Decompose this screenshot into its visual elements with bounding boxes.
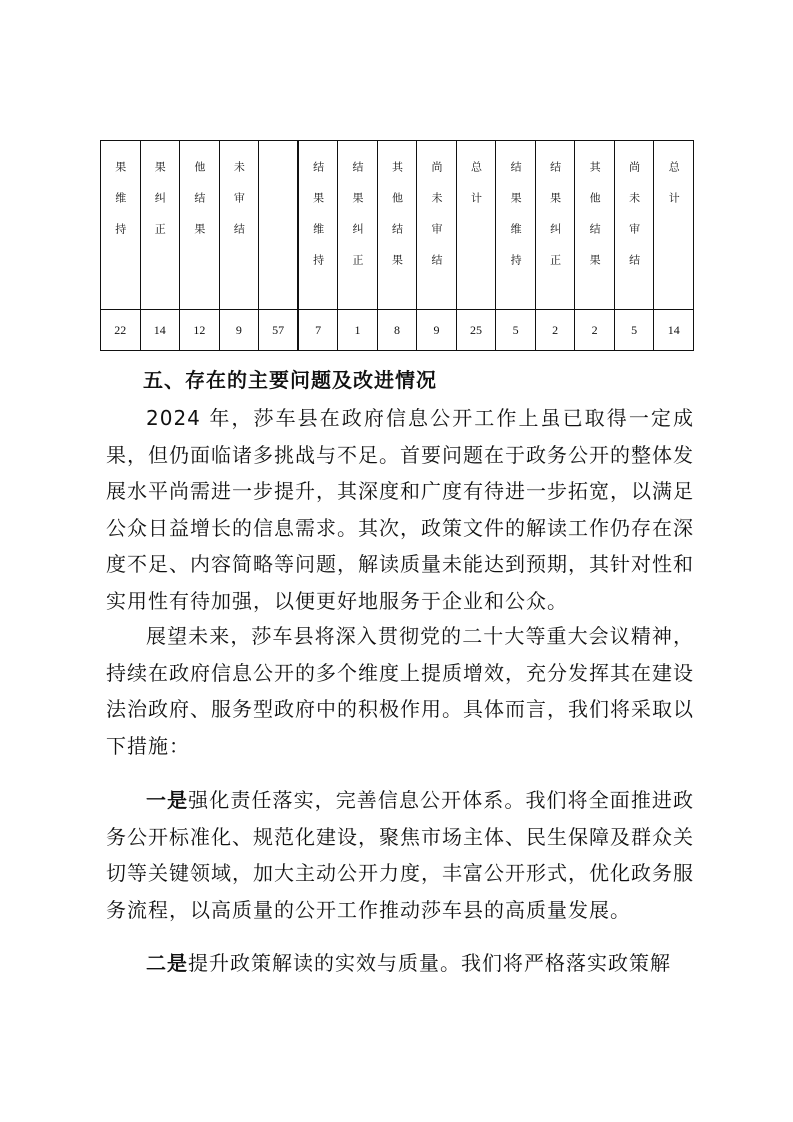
header-cell: 总计 — [654, 141, 694, 310]
header-cell: 未审结 — [219, 141, 259, 310]
paragraph-measure-1 — [106, 782, 694, 928]
table-values-row — [101, 310, 694, 351]
value-cell: 5 — [614, 310, 654, 351]
header-cell: 尚未审结 — [614, 141, 654, 310]
statistics-table — [100, 140, 694, 351]
header-cell: 总计 — [456, 141, 496, 310]
paragraph-text: 展望未来，莎车县将深入贯彻党的二十大等重大会议精神，持续在政府信息公开的多个维度上提质增效，充分发挥其在建设法治政府、服务型政府中的积极作用。具体而言，我们将采取以下措施： — [106, 624, 694, 758]
header-cell: 其他结果 — [575, 141, 615, 310]
paragraph-problems — [106, 400, 694, 619]
header-cell: 果维持 — [101, 141, 141, 310]
header-cell: 他结果 — [180, 141, 220, 310]
value-cell: 57 — [259, 310, 299, 351]
paragraph-text: 提升政策解读的实效与质量。我们将严格落实政策解 — [188, 951, 671, 975]
value-cell: 14 — [140, 310, 180, 351]
header-cell: 结果纠正 — [535, 141, 575, 310]
paragraph-text: 2024 年，莎车县在政府信息公开工作上虽已取得一定成果，但仍面临诸多挑战与不足。首要问题在于政务公开的整体发展水平尚需进一步提升，其深度和广度有待进一步拓宽，以满足公众日益增长的信息需求。其次，政策文件的解读工作仍存在深度不足、内容简略等问题，解读质量未能达到预期，其针对性和实用性有待加强，以便更好地服务于企业和公众。 — [106, 406, 694, 613]
value-cell: 8 — [377, 310, 417, 351]
value-cell: 14 — [654, 310, 694, 351]
header-cell: 其他结果 — [377, 141, 417, 310]
header-cell: 结果维持 — [496, 141, 536, 310]
value-cell: 7 — [298, 310, 338, 351]
header-cell — [259, 141, 299, 310]
header-cell: 结果维持 — [298, 141, 338, 310]
value-cell: 9 — [219, 310, 259, 351]
paragraph-lead: 一是 — [146, 788, 189, 812]
table-header-row — [101, 141, 694, 310]
value-cell: 2 — [535, 310, 575, 351]
value-cell: 9 — [417, 310, 457, 351]
paragraph-text: 强化责任落实，完善信息公开体系。我们将全面推进政务公开标准化、规范化建设，聚焦市场主体、民生保障及群众关切等关键领域，加大主动公开力度，丰富公开形式，优化政务服务流程，以高质量的公开工作推动莎车县的高质量发展。 — [106, 788, 695, 922]
value-cell: 12 — [180, 310, 220, 351]
value-cell: 25 — [456, 310, 496, 351]
header-cell: 结果纠正 — [338, 141, 378, 310]
value-cell: 2 — [575, 310, 615, 351]
header-cell: 果纠正 — [140, 141, 180, 310]
header-cell: 尚未审结 — [417, 141, 457, 310]
value-cell: 22 — [101, 310, 141, 351]
paragraph-measure-2 — [106, 945, 694, 982]
value-cell: 1 — [338, 310, 378, 351]
paragraph-outlook — [106, 618, 694, 764]
section-heading: 五、存在的主要问题及改进情况 — [143, 368, 437, 392]
value-cell: 5 — [496, 310, 536, 351]
paragraph-lead: 二是 — [146, 951, 188, 975]
